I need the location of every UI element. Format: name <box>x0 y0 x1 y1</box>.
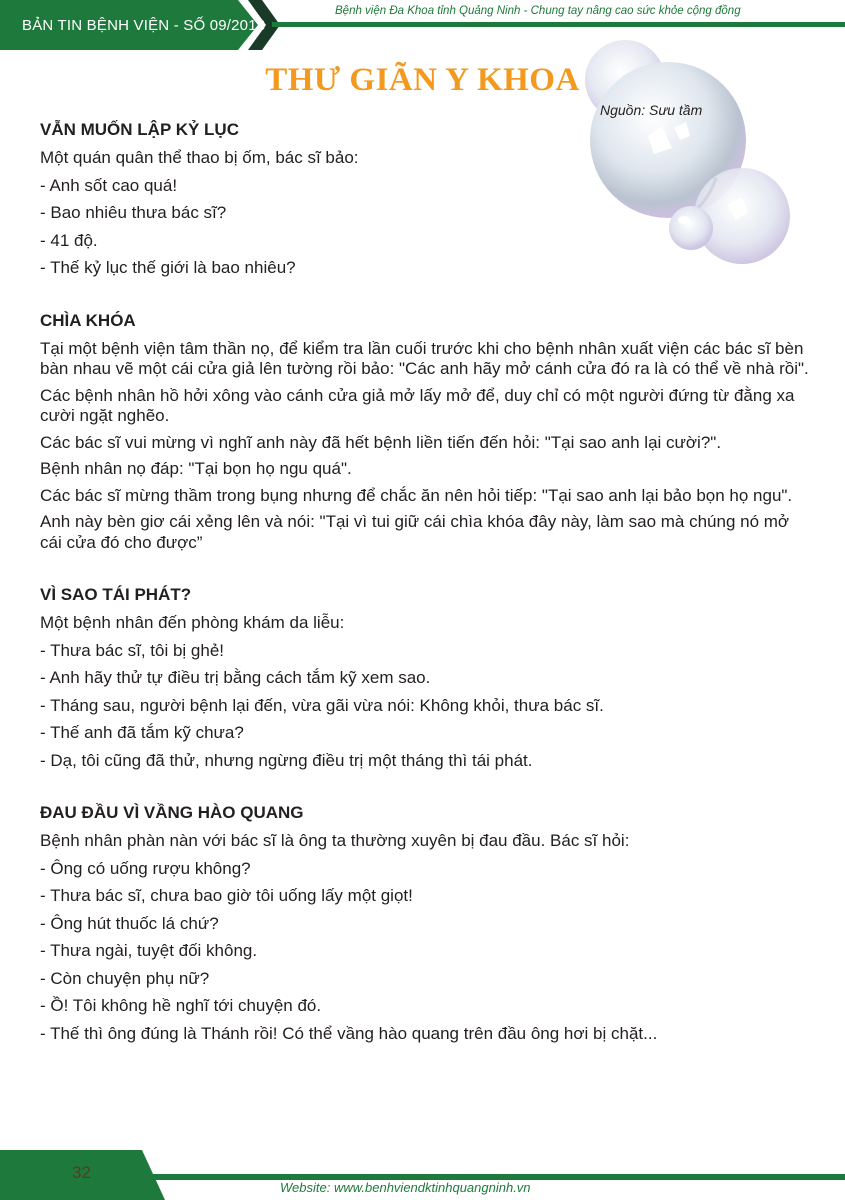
hospital-slogan: Bệnh viện Đa Khoa tỉnh Quảng Ninh - Chung tay nâng cao sức khỏe cộng đồng <box>335 5 741 17</box>
story-line: - 41 độ. <box>40 230 98 250</box>
header-rule <box>272 22 845 27</box>
story-heading: ĐAU ĐẦU VÌ VẦNG HÀO QUANG <box>40 803 304 822</box>
story-line: - Ông có uống rượu không? <box>40 858 251 878</box>
story-line: - Thưa ngài, tuyệt đối không. <box>40 941 258 960</box>
story-line: Các bác sĩ vui mừng vì nghĩ anh này đã hết bệnh liền tiến đến hỏi: "Tại sao anh lại cười?". <box>40 432 722 452</box>
story-line: Một bệnh nhân đến phòng khám da liễu: <box>40 613 345 632</box>
website-url: Website: www.benhviendktinhquangninh.vn <box>280 1180 531 1195</box>
article-content <box>40 114 810 1061</box>
story-line: Bệnh nhân nọ đáp: "Tại bọn họ ngu quá". <box>40 459 352 478</box>
newsletter-issue: BẢN TIN BỆNH VIỆN - SỐ 09/2018 <box>22 17 266 34</box>
story-relapse <box>40 579 810 771</box>
story-line: Các bác sĩ mừng thầm trong bụng nhưng để chắc ăn nên hỏi tiếp: "Tại sao anh lại bảo bọn họ ngu". <box>40 485 793 505</box>
story-halo <box>40 797 810 1044</box>
page-number: 32 <box>72 1163 91 1182</box>
story-line: - Ồ! Tôi không hề nghĩ tới chuyện đó. <box>40 996 322 1015</box>
story-line: Anh này bèn giơ cái xẻng lên và nói: "Tại vì tui giữ cái chìa khóa đây này, làm sao mà chúng nó mở cái cửa đó cho được” <box>40 512 790 552</box>
story-line: Một quán quân thể thao bị ốm, bác sĩ bảo: <box>40 148 359 167</box>
story-line: - Thế kỷ lục thế giới là bao nhiêu? <box>40 258 296 277</box>
story-record <box>40 114 810 279</box>
page-title: THƯ GIÃN Y KHOA <box>265 62 580 98</box>
story-line: - Còn chuyện phụ nữ? <box>40 968 210 988</box>
story-heading: CHÌA KHÓA <box>40 310 136 330</box>
story-line: Các bệnh nhân hồ hởi xông vào cánh cửa giả mở lấy mở để, duy chỉ có một người đứng từ đằng xa cười ngặt nghẽo. <box>40 385 795 425</box>
story-heading: VÌ SAO TÁI PHÁT? <box>40 585 192 604</box>
story-line: - Ông hút thuốc lá chứ? <box>40 913 219 933</box>
story-heading: VẪN MUỐN LẬP KỶ LỤC <box>40 120 239 139</box>
story-key <box>40 305 810 554</box>
story-line: - Thế thì ông đúng là Thánh rồi! Có thể vầng hào quang trên đầu ông hơi bị chặt... <box>40 1023 658 1043</box>
source-note: Nguồn: Sưu tầm <box>600 102 703 118</box>
story-line: - Bao nhiêu thưa bác sĩ? <box>40 203 227 222</box>
story-line: - Dạ, tôi cũng đã thử, nhưng ngừng điều trị một tháng thì tái phát. <box>40 750 533 770</box>
story-line: - Thưa bác sĩ, tôi bị ghẻ! <box>40 640 224 660</box>
story-line: Tại một bệnh viện tâm thần nọ, để kiểm tra lần cuối trước khi cho bệnh nhân xuất viện các bác sĩ bèn bàn nhau vẽ một cái cửa giả lên tường rồi bảo: "Các anh hãy mở cánh cửa đó ra là có thể về nhà rồi". <box>40 338 809 378</box>
story-line: - Tháng sau, người bệnh lại đến, vừa gãi vừa nói: Không khỏi, thưa bác sĩ. <box>40 695 604 715</box>
story-line: - Anh hãy thử tự điều trị bằng cách tắm kỹ xem sao. <box>40 668 431 687</box>
story-line: - Thưa bác sĩ, chưa bao giờ tôi uống lấy một giọt! <box>40 886 413 905</box>
story-line: Bệnh nhân phàn nàn với bác sĩ là ông ta thường xuyên bị đau đầu. Bác sĩ hỏi: <box>40 831 630 850</box>
story-line: - Thế anh đã tắm kỹ chưa? <box>40 723 244 742</box>
story-line: - Anh sốt cao quá! <box>40 175 178 195</box>
